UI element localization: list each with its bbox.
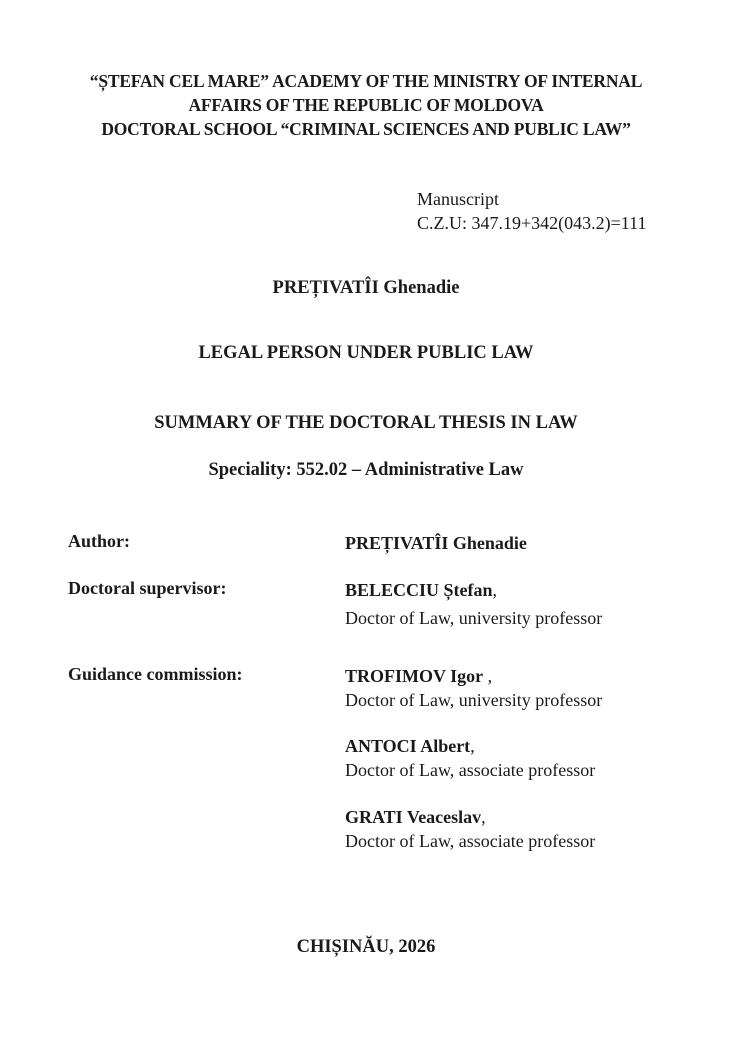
- doctoral-school-line: DOCTORAL SCHOOL “CRIMINAL SCIENCES AND PUBLIC LAW”: [101, 119, 631, 139]
- supervisor-name: BELECCIU Ștefan: [345, 580, 493, 600]
- commission-member-name: ANTOCI Albert: [345, 736, 471, 756]
- speciality: Speciality: 552.02 – Administrative Law: [208, 460, 524, 480]
- commission-member-separator: ,: [481, 807, 486, 827]
- manuscript-label: Manuscript: [417, 189, 499, 209]
- author-heading: PREȚIVATÎI Ghenadie: [272, 278, 460, 298]
- commission-label: Guidance commission:: [68, 664, 243, 684]
- supervisor-title: Doctor of Law, university professor: [345, 608, 603, 628]
- author-name: [345, 531, 527, 555]
- supervisor-separator: ,: [492, 580, 498, 600]
- commission-member-separator: ,: [470, 736, 475, 756]
- place-and-year: CHIȘINĂU, 2026: [296, 937, 436, 957]
- commission-member: [345, 664, 602, 712]
- commission-member-title: Doctor of Law, associate professor: [345, 760, 596, 780]
- commission-member-title: Doctor of Law, associate professor: [345, 831, 596, 851]
- commission-member-separator: ,: [483, 666, 493, 686]
- author-label: Author:: [68, 531, 130, 551]
- thesis-title: LEGAL PERSON UNDER PUBLIC LAW: [198, 343, 534, 363]
- commission-member-title: Doctor of Law, university professor: [345, 690, 603, 710]
- commission-member: [345, 805, 595, 853]
- commission-member-name: GRATI Veaceslav: [345, 807, 482, 827]
- supervisor-label: Doctoral supervisor:: [68, 578, 227, 598]
- commission-member: [345, 734, 595, 782]
- commission-member-name: TROFIMOV Igor: [345, 666, 484, 686]
- institution-name-line-2: AFFAIRS OF THE REPUBLIC OF MOLDOVA: [188, 95, 544, 115]
- supervisor-entry: [345, 578, 602, 630]
- czu-code: C.Z.U: 347.19+342(043.2)=111: [417, 213, 647, 233]
- institution-name-line-1: “ȘTEFAN CEL MARE” ACADEMY OF THE MINISTRY OF INTERNAL: [89, 71, 643, 91]
- summary-title: SUMMARY OF THE DOCTORAL THESIS IN LAW: [154, 413, 578, 433]
- author-name-text: PREȚIVATÎI Ghenadie: [345, 533, 527, 553]
